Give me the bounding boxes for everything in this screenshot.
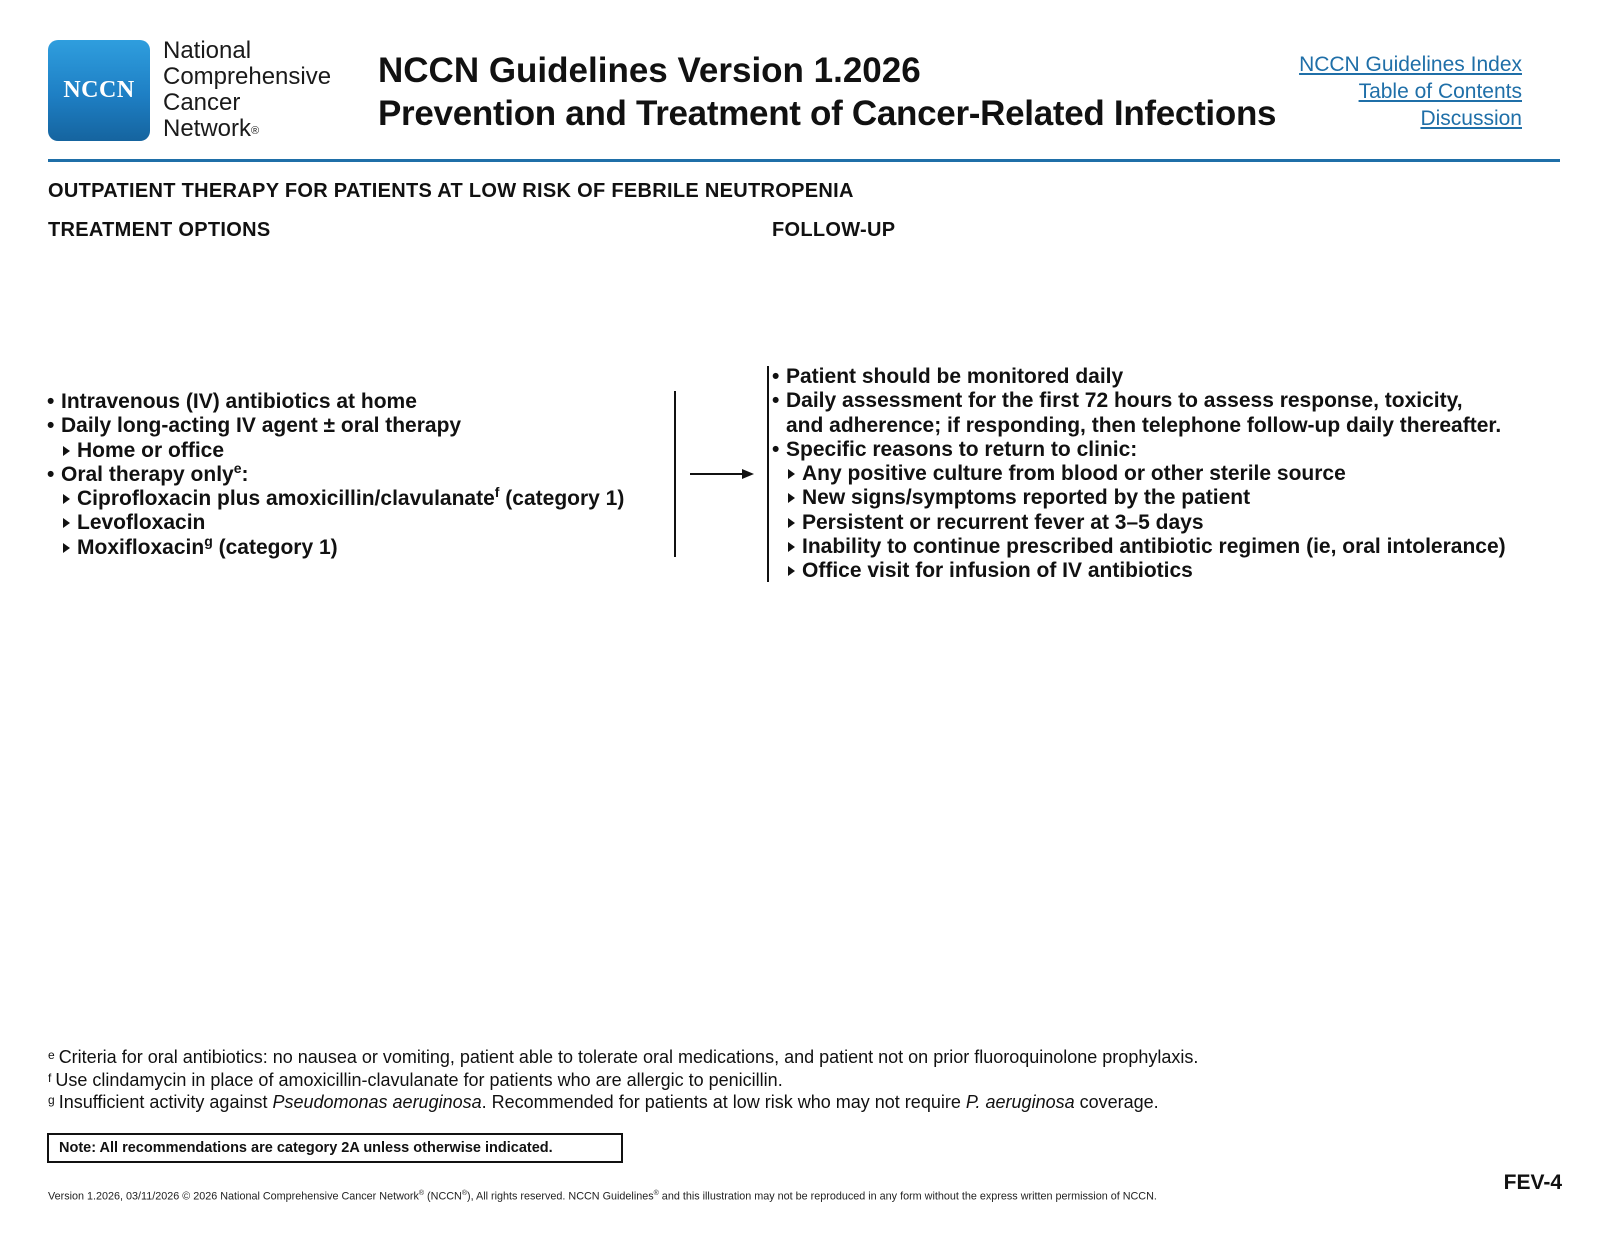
follow-up-heading: FOLLOW-UP: [772, 219, 896, 241]
arrow-right-icon: [690, 467, 756, 481]
list-item: • Daily assessment for the first 72 hours to assess response, toxicity,: [772, 389, 1506, 413]
footnote-f: $^f$ Use clindamycin in place of amoxicillin-clavulanate for patients who are allergic to penicillin.: [48, 1069, 783, 1090]
header-divider: [48, 159, 1560, 162]
category-note-box: Note: All recommendations are category 2A unless otherwise indicated.: [47, 1133, 623, 1163]
list-item: Levofloxacin: [47, 511, 624, 535]
header-nav: [1299, 51, 1522, 132]
list-item-continuation: and adherence; if responding, then telephone follow-up daily thereafter.: [786, 413, 1502, 437]
footnote-ref-g[interactable]: g: [204, 532, 213, 549]
logo-line-2: Comprehensive: [163, 63, 332, 90]
logo-line-4: Network®: [163, 115, 260, 142]
link-guidelines-index[interactable]: NCCN Guidelines Index: [1299, 53, 1522, 76]
guideline-version-title: NCCN Guidelines Version 1.2026: [378, 51, 921, 90]
treatment-bracket-line: [674, 391, 676, 557]
list-item: • Daily long-acting IV agent ± oral therapy: [47, 414, 624, 438]
list-item: Inability to continue prescribed antibiotic regimen (ie, oral intolerance): [772, 535, 1506, 559]
footnote-ref-f[interactable]: f: [494, 484, 500, 501]
list-item: • Patient should be monitored daily: [772, 365, 1506, 389]
list-item: Ciprofloxacin plus amoxicillin/clavulanate$^f$ (category 1): [47, 487, 624, 511]
list-item: • Specific reasons to return to clinic:: [772, 438, 1506, 462]
copyright-notice: Version 1.2026, 03/11/2026 © 2026 National Comprehensive Cancer Network® (NCCN®), All rights reserved. NCCN Guidelines® and this illustration may not be reproduced in any form without the express written permission of NCCN.: [48, 1190, 1157, 1203]
treatment-options-list: [47, 390, 624, 560]
list-item: • Intravenous (IV) antibiotics at home: [47, 390, 624, 414]
link-table-of-contents[interactable]: Table of Contents: [1358, 80, 1522, 103]
footnote-e: $^e$ Criteria for oral antibiotics: no nausea or vomiting, patient able to tolerate oral medications, and patient not on prior fluoroquinolone prophylaxis.: [48, 1047, 1199, 1067]
footnotes: [48, 1046, 1198, 1114]
list-item: Office visit for infusion of IV antibiotics: [772, 559, 1506, 583]
logo-line-1: National: [163, 37, 252, 64]
guideline-topic-title: Prevention and Treatment of Cancer-Related Infections: [378, 94, 1277, 133]
logo-wordmark: [163, 38, 331, 142]
list-item: Any positive culture from blood or other sterile source: [772, 462, 1506, 486]
follow-up-list: [772, 365, 1506, 584]
logo-abbreviation: NCCN: [63, 77, 135, 103]
footnote-ref-e[interactable]: e: [233, 459, 242, 476]
logo-line-3: Cancer: [163, 89, 241, 116]
link-discussion[interactable]: Discussion: [1420, 107, 1522, 130]
list-item: • Oral therapy only$^e$:: [47, 463, 624, 487]
page-identifier: FEV-4: [1503, 1171, 1562, 1194]
list-item: New signs/symptoms reported by the patient: [772, 486, 1506, 510]
list-item: Home or office: [47, 439, 624, 463]
section-title: OUTPATIENT THERAPY FOR PATIENTS AT LOW RISK OF FEBRILE NEUTROPENIA: [48, 180, 854, 202]
treatment-options-heading: TREATMENT OPTIONS: [48, 219, 271, 241]
list-item: Persistent or recurrent fever at 3–5 days: [772, 511, 1506, 535]
follow-up-bracket-line: [767, 366, 769, 582]
registered-mark: ®: [251, 125, 260, 137]
list-item: Moxifloxacin$^g$ (category 1): [47, 536, 624, 560]
nccn-logo: [48, 40, 150, 141]
footnote-g: $^g$ Insufficient activity against Pseudomonas aeruginosa. Recommended for patients at low risk who may not require P. aeruginosa coverage.: [48, 1092, 1159, 1112]
